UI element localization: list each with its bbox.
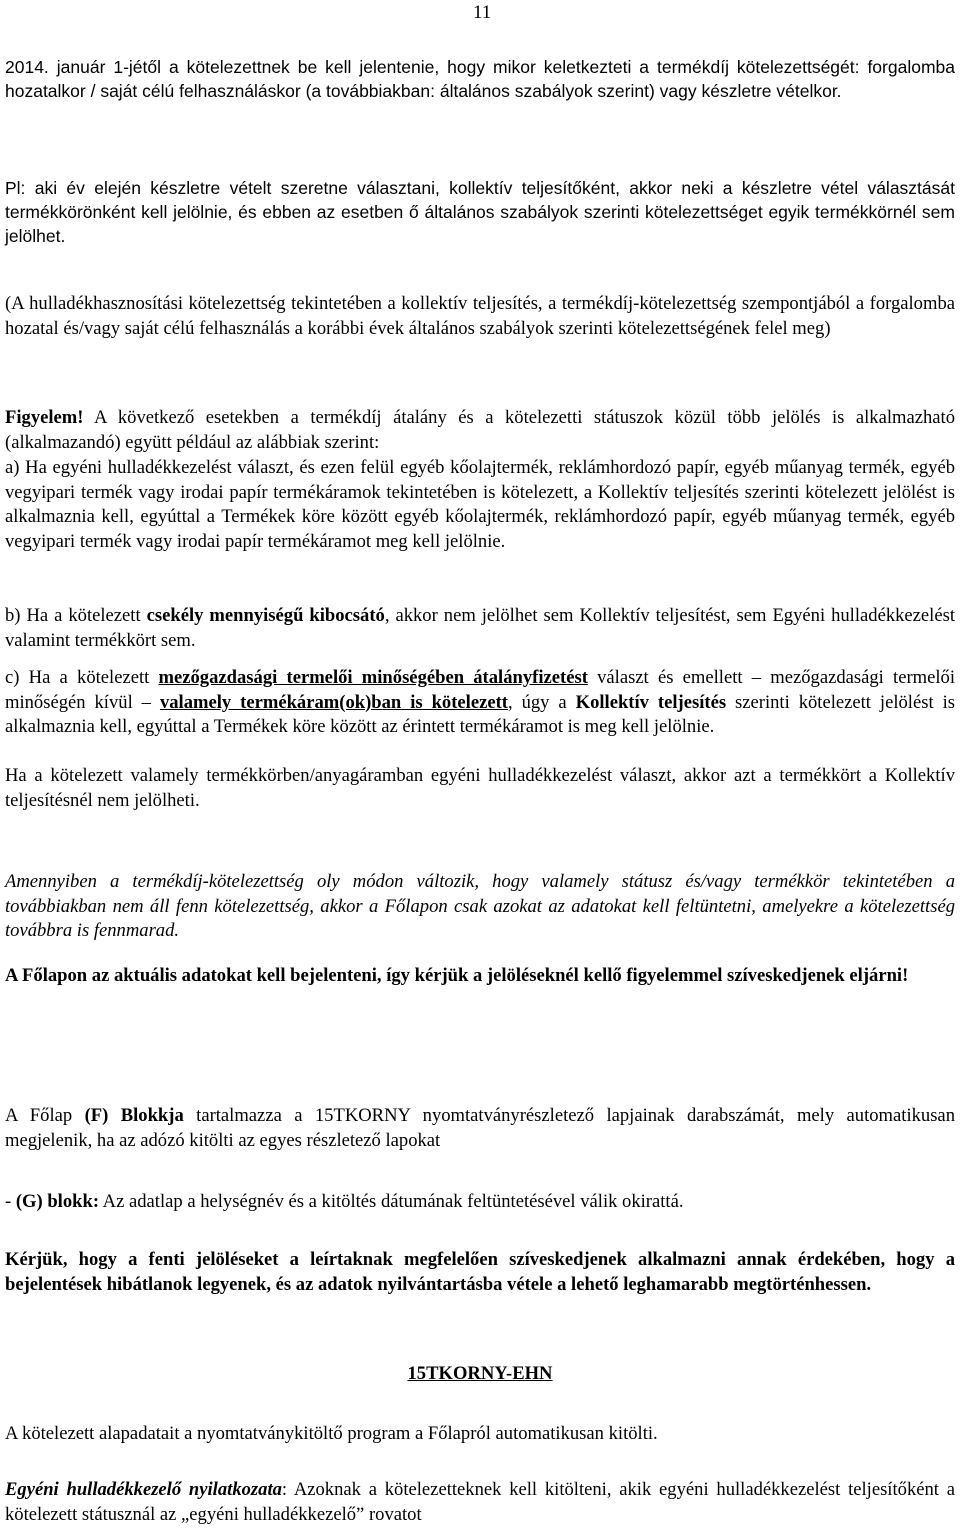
block-g-paragraph: - (G) blokk: Az adatlap a helységnév és a kitöltés dátumának feltüntetésével válik okirattá. <box>5 1191 684 1212</box>
case-a-paragraph: a) Ha egyéni hulladékkezelést választ, és ezen felül egyéb kőolajtermék, reklámhordozó papír, egyéb műanyag termék, egyéb vegyipari termék vagy irodai papír termékáramok tekintetében is kötelezett, a Kollektív teljesítés szerinti kötelezett jelölést is alkalmaznia kell, egyúttal a Termékek köre között egyéb kőolajtermék, reklámhordozó papír, egyéb műanyag termék, egyéb vegyipari termék vagy irodai papír termékáramot meg kell jelölnie. <box>5 457 955 552</box>
intro-paragraph: 2014. január 1-jétől a kötelezettnek be kell jelentenie, hogy mikor keletkezteti a termékdíj kötelezettségét: forgalomba hozatalkor / saját célú felhasználáskor (a továbbiakban: általános szabályok szerint) vagy készletre vételkor. <box>5 57 955 101</box>
case-b-paragraph: b) Ha a kötelezett csekély mennyiségű kibocsátó, akkor nem jelölhet sem Kollektív teljesítést, sem Egyéni hulladékkezelést valamint termékkört sem. <box>5 605 955 651</box>
block-f-label: (F) Blokkja <box>84 1105 184 1126</box>
declaration-paragraph: Egyéni hulladékkezelő nyilatkozata: Azoknak a kötelezetteknek kell kitölteni, akik egyéni hulladékkezelést teljesítőként a kötelezett státusznál az „egyéni hulladékkezelő” rovatot <box>5 1479 955 1525</box>
low-emitter-term: csekély mennyiségű kibocsátó <box>146 605 385 626</box>
section-heading: 15TKORNY-EHN <box>407 1363 553 1384</box>
case-c-paragraph: c) Ha a kötelezett mezőgazdasági termelői minőségében átalányfizetést választ és emellett – mezőgazdasági termelői minőségén kívül – valamely termékáram(ok)ban is kötelezett, úgy a Kollektív teljesítés szerinti kötelezett jelölést is alkalmaznia kell, egyúttal a Termékek köre között az érintett termékáramot is meg kell jelölnie. <box>5 667 955 738</box>
page-number: 11 <box>473 2 492 23</box>
declaration-label: Egyéni hulladékkezelő nyilatkozata <box>5 1479 282 1500</box>
basic-data-paragraph: A kötelezett alapadatait a nyomtatványkitöltő program a Főlapról automatikusan kitölti. <box>5 1423 658 1444</box>
request-paragraph: Kérjük, hogy a fenti jelöléseket a leírtaknak megfelelően szíveskedjenek alkalmazni annak érdekében, hogy a bejelentések hibátlanok legyenek, és az adatok nyilvántartásba vétele a lehető leghamarabb megtörténhessen. <box>5 1249 955 1295</box>
attention-paragraph <box>5 406 955 455</box>
individual-handling-paragraph: Ha a kötelezett valamely termékkörben/anyagáramban egyéni hulladékkezelést választ, akkor azt a termékkört a Kollektív teljesítésnél nem jelölheti. <box>5 765 955 811</box>
warning-paragraph: A Főlapon az aktuális adatokat kell bejelenteni, így kérjük a jelöléseknél kellő figyelemmel szíveskedjenek eljárni! <box>5 965 909 986</box>
block-g-label: (G) blokk: <box>15 1191 100 1212</box>
block-f-paragraph: A Főlap (F) Blokkja tartalmazza a 15TKORNY nyomtatványrészletező lapjainak darabszámát, mely automatikusan megjelenik, ha az adózó kitölti az egyes részletező lapokat <box>5 1105 955 1151</box>
note-paragraph: (A hulladékhasznosítási kötelezettség tekintetében a kollektív teljesítés, a termékdíj-kötelezettség szempontjából a forgalomba hozatal és/vagy saját célú felhasználás a korábbi évek általános szabályok szerinti kötelezettségének felel meg) <box>5 293 955 339</box>
attention-text: A következő esetekben a termékdíj átalány és a kötelezetti státuszok közül több jelölés is alkalmazható (alkalmazandó) együtt például az alábbiak szerint: <box>5 407 956 453</box>
product-stream-term: valamely termékáram(ok)ban is kötelezett <box>159 691 508 713</box>
agri-producer-term: mezőgazdasági termelői minőségében átalányfizetést <box>158 667 588 688</box>
change-paragraph: Amennyiben a termékdíj-kötelezettség oly módon változik, hogy valamely státusz és/vagy termékkör tekintetében a továbbiakban nem áll fenn kötelezettség, akkor a Főlapon csak azokat az adatokat kell feltüntetni, amelyekre a kötelezettség továbbra is fennmarad. <box>5 871 955 942</box>
example-paragraph: Pl: aki év elején készletre vételt szeretne választani, kollektív teljesítőként, akkor neki a készletre vétel választását termékkörönként kell jelölnie, és ebben az esetben ő általános szabályok szerinti kötelezettséget egyik termékkörnél sem jelölhet. <box>5 178 955 246</box>
attention-label: Figyelem! <box>5 407 84 428</box>
collective-term: Kollektív teljesítés <box>575 691 727 713</box>
